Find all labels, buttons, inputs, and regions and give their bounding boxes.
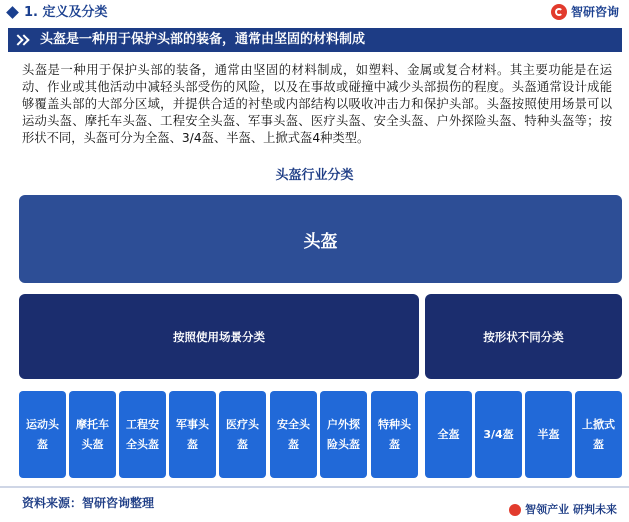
leaf-node: 医疗头盔 [219,391,266,478]
leaf-node: 工程安全头盔 [119,391,166,478]
leaf-node: 全盔 [425,391,472,478]
footer-brand [509,503,617,517]
top-header [0,0,629,26]
leaf-node: 运动头盔 [19,391,66,478]
leaf-node: 特种头盔 [371,391,418,478]
category-node-shape: 按形状不同分类 [425,294,622,379]
leaf-node: 军事头盔 [169,391,216,478]
leaf-node: 摩托车头盔 [69,391,116,478]
diagram-title: 头盔行业分类 [275,168,354,183]
description-paragraph: 头盔是一种用于保护头部的装备，通常由坚固的材料制成，如塑料、金属或复合材料。其主要功能是在运动、作业或其他活动中减轻头部受伤的风险，以及在事故或碰撞中减少头部损伤的程度。头盔通常设计成能够覆盖头部的大部分区域，并提供合适的衬垫或内部结构以吸收冲击力和保护头部。头盔按照使用场景可以运动头盔、摩托车头盔、工程安全头盔、军事头盔、医疗头盔、安全头盔、户外探险头盔、特种头盔等；按形状不同，头盔可分为全盔、3/4盔、半盔、上掀式盔4种类型。 [22,63,612,145]
leaf-node: 3/4盔 [475,391,522,478]
banner-title: 头盔是一种用于保护头部的装备，通常由坚固的材料制成 [40,32,366,47]
category-node-usage-scenario: 按照使用场景分类 [19,294,419,379]
leaf-node: 上掀式盔 [575,391,622,478]
root-node-helmet: 头盔 [19,195,622,283]
leaf-node: 安全头盔 [270,391,317,478]
footer-divider [0,486,629,488]
brand-name: 智研咨询 [570,5,619,19]
source-note: 资料来源：智研咨询整理 [22,496,155,510]
double-chevron-right-icon [14,32,30,48]
section-title: 1. 定义及分类 [24,5,108,20]
leaf-node: 户外探险头盔 [320,391,367,478]
title-banner [8,28,622,52]
zhiyan-logo-icon [551,4,567,20]
footer-slogan: 智领产业 研判未来 [525,503,617,516]
diamond-bullet-icon [6,6,19,19]
leaf-node: 半盔 [525,391,572,478]
zhiyan-logo-icon [509,504,521,516]
brand [551,4,619,20]
